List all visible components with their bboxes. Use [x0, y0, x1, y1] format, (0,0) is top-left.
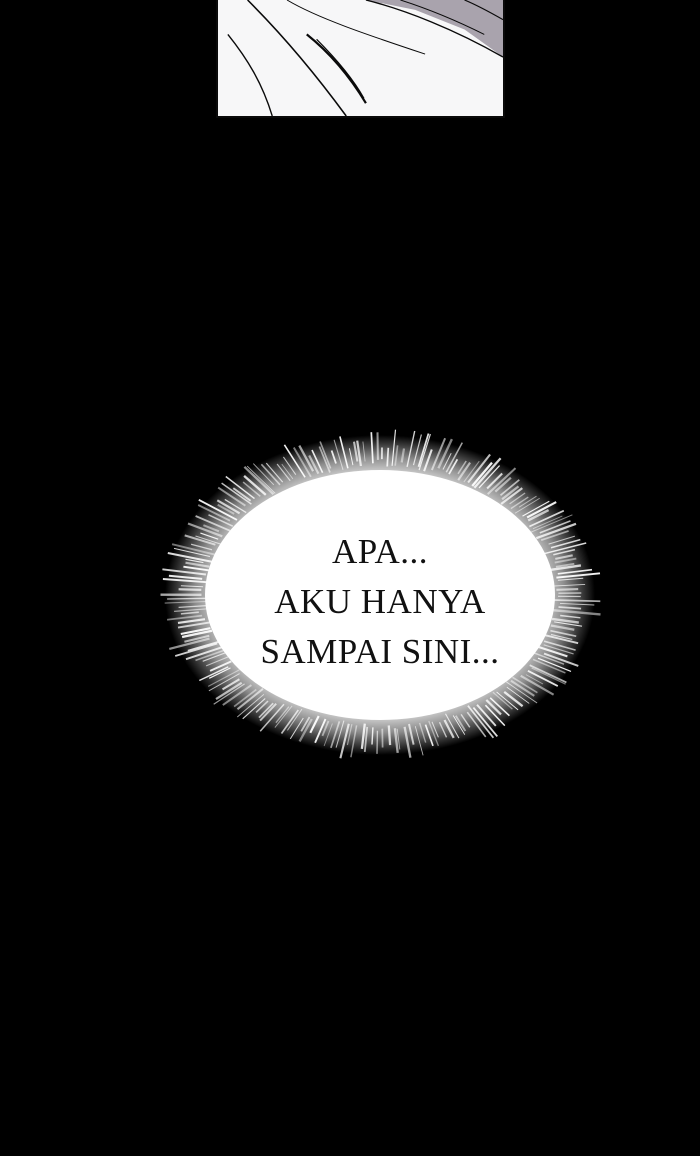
speech-text — [145, 527, 615, 677]
speech-line: APA... — [331, 532, 429, 571]
sheet-fold-illustration — [218, 0, 503, 116]
fold-line — [307, 34, 366, 103]
fold-line — [228, 34, 272, 116]
speech-line: SAMPAI SINI... — [260, 632, 500, 671]
fold-line — [287, 0, 425, 54]
speech-line: AKU HANYA — [274, 582, 486, 621]
cropped-top-panel — [216, 0, 505, 118]
